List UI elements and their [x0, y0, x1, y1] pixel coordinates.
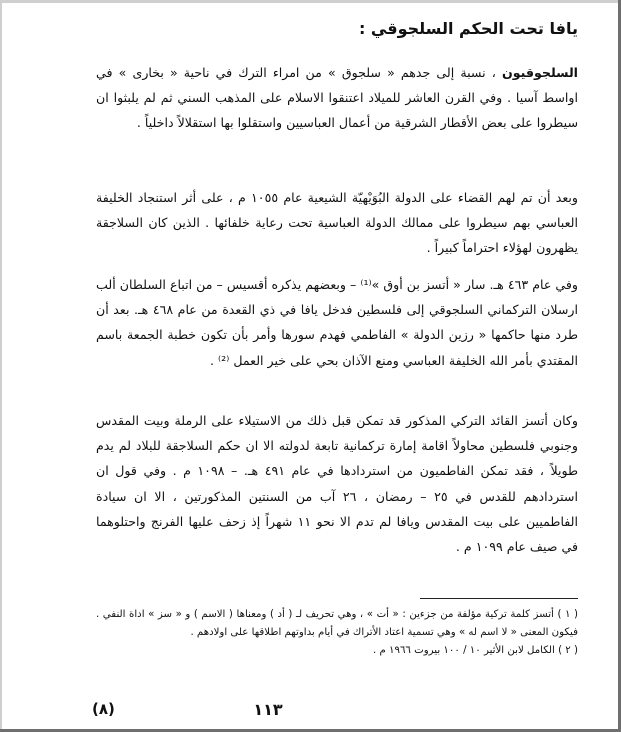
section-heading: يافا تحت الحكم السلجوقي :	[358, 19, 578, 38]
footnote-2: ( ٢ ) الكامل لابن الأثير ١٠ / ١٠٠ بيروت ١٩٦٦ م .	[372, 645, 578, 656]
paragraph-4: وكان أتسز القائد التركي المذكور قد تمكن قبل ذلك من الاستيلاء على الرملة وبيت المقدس وجنوبي فلسطين محاولاً اقامة إمارة تركمانية تابعة لدولته الا ان حكم السلاجقة للبلاد لم يدم طويلاً ، فقد تمكن الفاطميون من استردادها في عام ٤٩١ هـ. – ١٠٩٨ م . وفي قول ان استردادهم للقدس في ٢٥ – رمضان ، ٢٦ آب من السنتين المذكورتين ، الا ان سيادة الفاطميين على بيت المقدس ويافا لم تدم الا نحو ١١ شهراً إذ زحف عليها الفرنج واحتلوهما في صيف عام ١٠٩٩ م .	[96, 413, 578, 555]
footnote-1: ( ١ ) أتسز كلمة تركية مؤلفة من جزءين : « أت » ، وهي تحريف لـ ( أد ) ومعناها ( الاسم ) و « سز » اداة النفي . فيكون المعنى « لا اسم له » وهي تسمية اعتاد الأتراك في أيام بداوتهم اطلاقها على اولادهم .	[96, 609, 579, 638]
footnote-separator	[420, 598, 578, 599]
paragraph-1-text: ، نسبة إلى جدهم « سلجوق » من امراء الترك في ناحية « بخارى » في اواسط آسيا . وفي القرن العاشر للميلاد اعتنقوا الاسلام على المذهب السني ثم لم يلبثوا ان سيطروا على بعض الأقطار الشرقية من أعمال العباسيين واستقلوا بها استقلالاً داخلياً .	[96, 65, 578, 131]
viewer-top-border	[0, 0, 621, 3]
footnotes	[96, 606, 578, 660]
paragraph-3: وفي عام ٤٦٣ هـ. سار « أتسز بن أوق »⁽¹⁾ – وبعضهم يذكره أقسيس – من اتباع السلطان ألب ارسلان التركماني السلجوقي إلى فلسطين فدخل يافا في ذي القعدة من عام ٤٦٨ هـ. بعد أن طرد منها حاكمها « رزين الدولة » الفاطمي فهدم سورها وأمر بأن تكون خطبة الجمعة باسم المقتدي بأمر الله الخليفة العباسي ومنع الآذان بحي على خير العمل ⁽²⁾ .	[96, 277, 578, 368]
part-number: (٨)	[92, 700, 115, 718]
page-number: ١١٣	[253, 700, 283, 719]
viewer-left-border	[0, 0, 2, 732]
paragraph-2: وبعد أن تم لهم القضاء على الدولة البُوَيْهيّة الشيعية عام ١٠٥٥ م ، على أثر استنجاد الخليفة العباسي بهم سيطروا على ممالك الدولة العباسية تحت رعاية خلفائها . الذين كان السلاجقة يظهرون لهؤلاء احتراماً كبيراً .	[96, 190, 578, 256]
paragraph-1	[96, 60, 578, 136]
paragraph-1-lead: السلجوقيون	[501, 65, 578, 80]
